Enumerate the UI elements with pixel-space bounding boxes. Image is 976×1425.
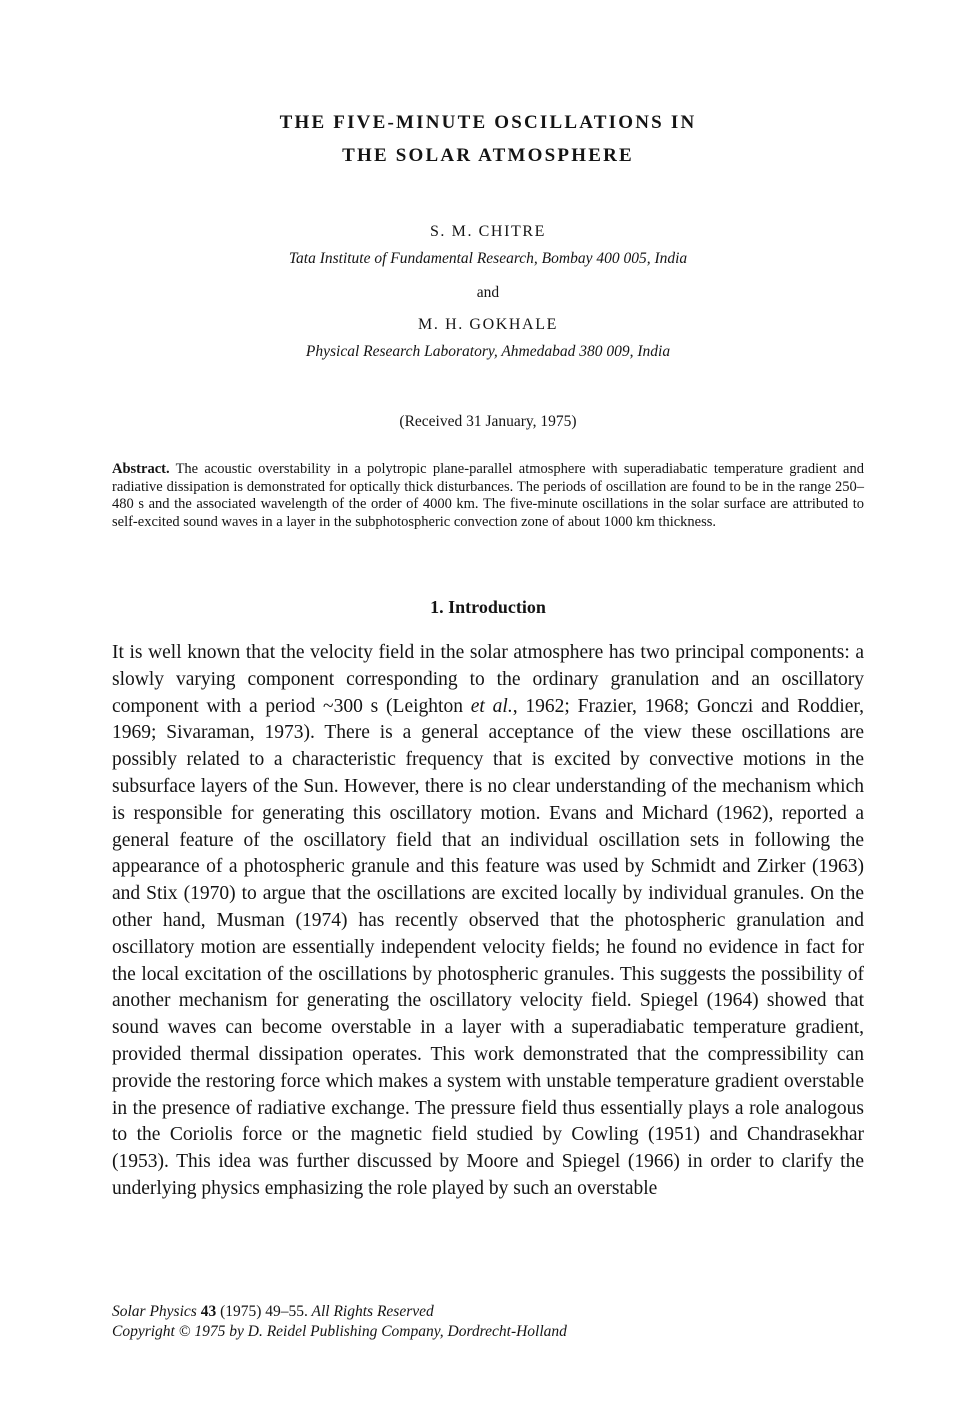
and-separator: and xyxy=(476,284,500,301)
title-line-2: THE SOLAR ATMOSPHERE xyxy=(342,145,634,166)
intro-italic-et-al: et al. xyxy=(470,695,513,717)
rights-text: All Rights Reserved xyxy=(311,1303,434,1320)
section-heading: 1. Introduction xyxy=(430,597,546,617)
journal-pages: (1975) 49–55. xyxy=(220,1303,308,1320)
journal-name: Solar Physics xyxy=(112,1303,197,1320)
received-date: (Received 31 January, 1975) xyxy=(399,413,577,430)
page-footer xyxy=(112,1302,567,1342)
copyright-line: Copyright © 1975 by D. Reidel Publishing Company, Dordrecht-Holland xyxy=(112,1323,567,1340)
abstract xyxy=(112,461,864,531)
paper-title xyxy=(0,106,976,172)
footer-citation xyxy=(112,1302,567,1322)
intro-text-1: It is well known that the velocity field in the solar atmosphere has two principal components: a slowly varying component corresponding to the ordinary granulation and an oscillatory component with a period ~300 s (Leighton xyxy=(112,642,864,717)
introduction-body xyxy=(112,640,864,1203)
abstract-text: The acoustic overstability in a polytropic plane-parallel atmosphere with superadiabatic temperature gradient and radiative dissipation is demonstrated for optically thick disturbances. The periods of oscillation are found to be in the range 250–480 s and the associated wavelength of the order of 4000 km. The five-minute oscillations in the solar surface are attributed to self-excited sound waves in a layer in the subphotospheric convection zone of about 1000 km thickness. xyxy=(112,461,864,530)
author-2-name: M. H. GOKHALE xyxy=(418,316,558,333)
author-1-affiliation: Tata Institute of Fundamental Research, Bombay 400 005, India xyxy=(288,250,688,267)
title-line-1: THE FIVE-MINUTE OSCILLATIONS IN xyxy=(279,112,697,133)
intro-text-2: , 1962; Frazier, 1968; Gonczi and Roddier, 1969; Sivaraman, 1973). There is a general acceptance of the view these oscillations are possibly related to a characteristic frequency that is excited by convective motions in the subsurface layers of the Sun. However, there is no clear understanding of the mechanism which is responsible for generating this oscillatory motion. Evans and Michard (1962), reported a general feature of the oscillatory field that an individual oscillation sets in following the appearance of a photospheric granule and this feature was used by Schmidt and Zirker (1963) and Stix (1970) to argue that the oscillations are excited locally by individual granules. On the other hand, Musman (1974) has recently observed that the photospheric granulation and oscillatory motion are essentially independent velocity fields; he found no evidence in fact for the local excitation of the oscillations by photospheric granules. This suggests the possibility of another mechanism for generating the oscillatory velocity field. Spiegel (1964) showed that sound waves can become overstable in a layer with a superadiabatic temperature gradient, provided thermal dissipation operates. This work demonstrated that the compressibility can provide the restoring force which makes a system with unstable temperature gradient overstable in the presence of radiative exchange. The pressure field thus essentially plays a role analogous to the Coriolis force or the magnetic field studied by Cowling (1951) and Chandrasekhar (1953). This idea was further discussed by Moore and Spiegel (1966) in order to clarify the underlying physics emphasizing the role played by such an overstable xyxy=(112,695,864,1199)
journal-volume: 43 xyxy=(200,1303,217,1320)
abstract-label: Abstract. xyxy=(112,461,170,477)
author-1-name: S. M. CHITRE xyxy=(429,223,547,240)
author-2-affiliation: Physical Research Laboratory, Ahmedabad 380 009, India xyxy=(305,343,671,360)
